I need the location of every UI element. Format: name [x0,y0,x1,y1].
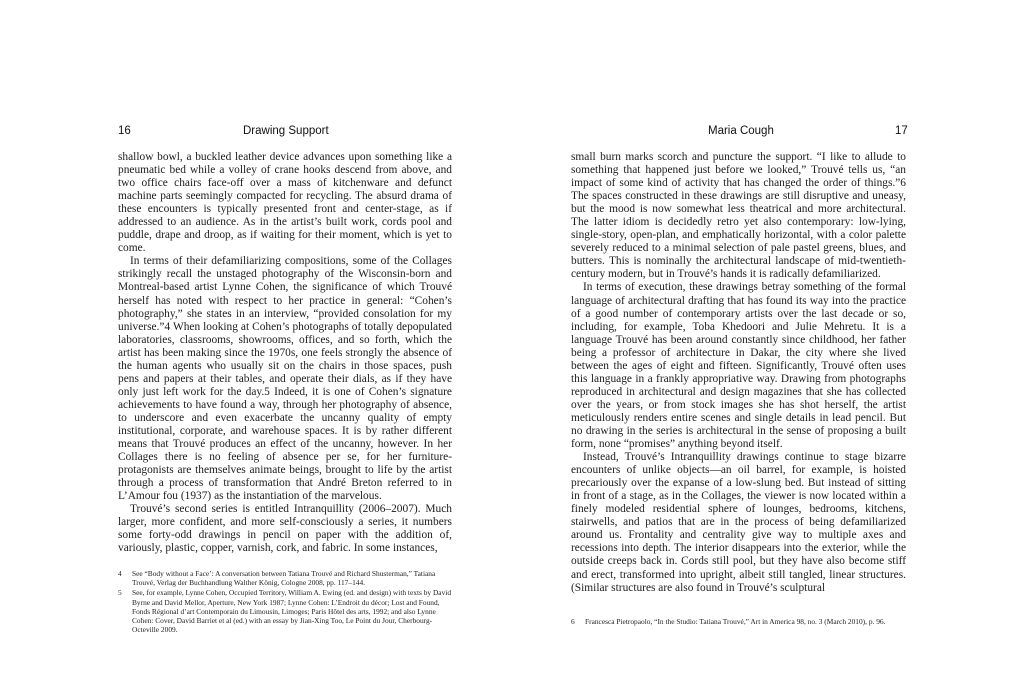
right-page [512,0,1024,697]
footnote [118,588,452,634]
footnote [571,617,906,626]
right-running-head: Maria Cough [708,125,774,137]
right-folio: 17 [895,125,908,137]
left-running-head: Drawing Support [243,125,329,137]
left-folio: 16 [118,125,131,137]
paragraph: In terms of their defamiliarizing compositions, some of the Collages strikingly recall the unstaged photography of the Wisconsin-born and Montreal-based artist Lynne Cohen, the significance of which Trouvé herself has noted with respect to her practice in general: “Cohen’s photography,” she states in an interview, “provided consolation for my universe.”4 When looking at Cohen’s photographs of totally depopulated laboratories, classrooms, showrooms, offices, and so forth, which the artist has been making since the 1970s, one feels strongly the absence of the human agents who usually sit on the chairs in those spaces, push pens and papers at their tables, and operate their dials, as if they have only just left work for the day.5 Indeed, it is one of Cohen’s signature achievements to have found a way, through her photography of absence, to underscore and even exacerbate the uncanny quality of empty institutional, corporate, and warehouse spaces. It is by rather different means that Trouvé produces an effect of the uncanny, however. In her Collages there is no feeling of absence per se, for her furniture-protagonists are themselves animate beings, brought to life by the artist through a process of transformation that André Breton referred to in L’Amour fou (1937) as the instantiation of the marvelous. [118,255,452,503]
left-body-text [118,151,452,555]
right-footnotes [571,617,906,627]
footnote-number: 4 [118,569,122,578]
paragraph: Trouvé’s second series is entitled Intranquillity (2006–2007). Much larger, more confident, and more self-consciously a series, it numbers some forty-odd drawings in pencil on paper with the addition of, variously, plastic, copper, varnish, cork, and fabric. In some instances, [118,503,452,555]
paragraph: Instead, Trouvé’s Intranquillity drawings continue to stage bizarre encounters of unlike objects—an oil barrel, for example, is hoisted precariously over the expanse of a low-slung bed. But instead of sitting in front of a stage, as in the Collages, the viewer is now located within a finely modeled residential sphere of lounges, bedrooms, kitchens, stairwells, and patios that are in the process of being defamiliarized around us. Frontality and centrality give way to multiple axes and recessions into depth. The interior disappears into the exterior, while the outside creeps back in. Cords still pool, but they have also become stiff and erect, transformed into upright, albeit still tangled, linear structures. (Similar structures are also found in Trouvé’s sculptural [571,451,906,594]
footnote [118,569,452,587]
right-body-text [571,151,906,595]
paragraph: shallow bowl, a buckled leather device advances upon something like a pneumatic bed while a volley of crane hooks descend from above, and two office chairs face-off over a mass of kitchenware and defunct machine parts seemingly compacted for recycling. The absurd drama of these encounters is typically presented front and center-stage, as if addressed to an audience. As in the artist’s built work, cords pool and puddle, drape and droop, as if waiting for their moment, which is yet to come. [118,151,452,255]
footnote-number: 6 [571,617,575,626]
footnote-text: See, for example, Lynne Cohen, Occupied Territory, William A. Ewing (ed. and design) with texts by David Byrne and David Mellor, Aperture, New York 1987; Lynne Cohen: L’Endroit du décor; Lost and Found, Fonds Régional d’art Contemporain du Limousin, Limoges; Paris Hôtel des arts, 1992; and also Lynne Cohen: Cover, David Barriet et al (ed.) with an essay by Jian-Xing Too, Le Point du Jour, Cherbourg-Octeville 2009. [132,588,452,635]
paragraph: In terms of execution, these drawings betray something of the formal language of architectural drafting that has found its way into the practice of a good number of contemporary artists over the last decade or so, including, for example, Toba Khedoori and Julie Mehretu. It is a language Trouvé has been around constantly since childhood, her father being a professor of architecture in Dakar, the city where she lived between the ages of eight and fifteen. Significantly, Trouvé often uses this language in a frankly appropriative way. Drawing from photographs reproduced in architectural and design magazines that she has collected over the years, or from stock images she has shot herself, the artist meticulously renders entire scenes and single details in lead pencil. But no drawing in the series is architectural in the sense of proposing a built form, none “promises” anything beyond itself. [571,281,906,451]
paragraph: small burn marks scorch and puncture the support. “I like to allude to something that happened just before we looked,” Trouvé tells us, “an impact of some kind of activity that has changed the order of things.”6 The spaces constructed in these drawings are still disruptive and uneasy, but the mood is now somewhat less theatrical and more architectural. The latter idiom is decidedly retro yet also contemporary: low-lying, single-story, open-plan, and emphatically horizontal, with a color palette severely reduced to a minimal selection of pale pastel greens, blues, and butters. This is nominally the architectural landscape of mid-twentieth-century modern, but in Trouvé’s hands it is radically defamiliarized. [571,151,906,281]
footnote-text: Francesca Pietropaolo, “In the Studio: Tatiana Trouvé,” Art in America 98, no. 3 (March 2010), p. 96. [585,617,886,626]
footnote-number: 5 [118,588,122,598]
footnote-text: See “Body without a Face’: A conversation between Tatiana Trouvé and Richard Shusterman,” Tatiana Trouvé, Verlag der Buchhandlung Walther König, Cologne 2008, pp. 117–144. [132,569,436,588]
left-footnotes [118,569,452,635]
